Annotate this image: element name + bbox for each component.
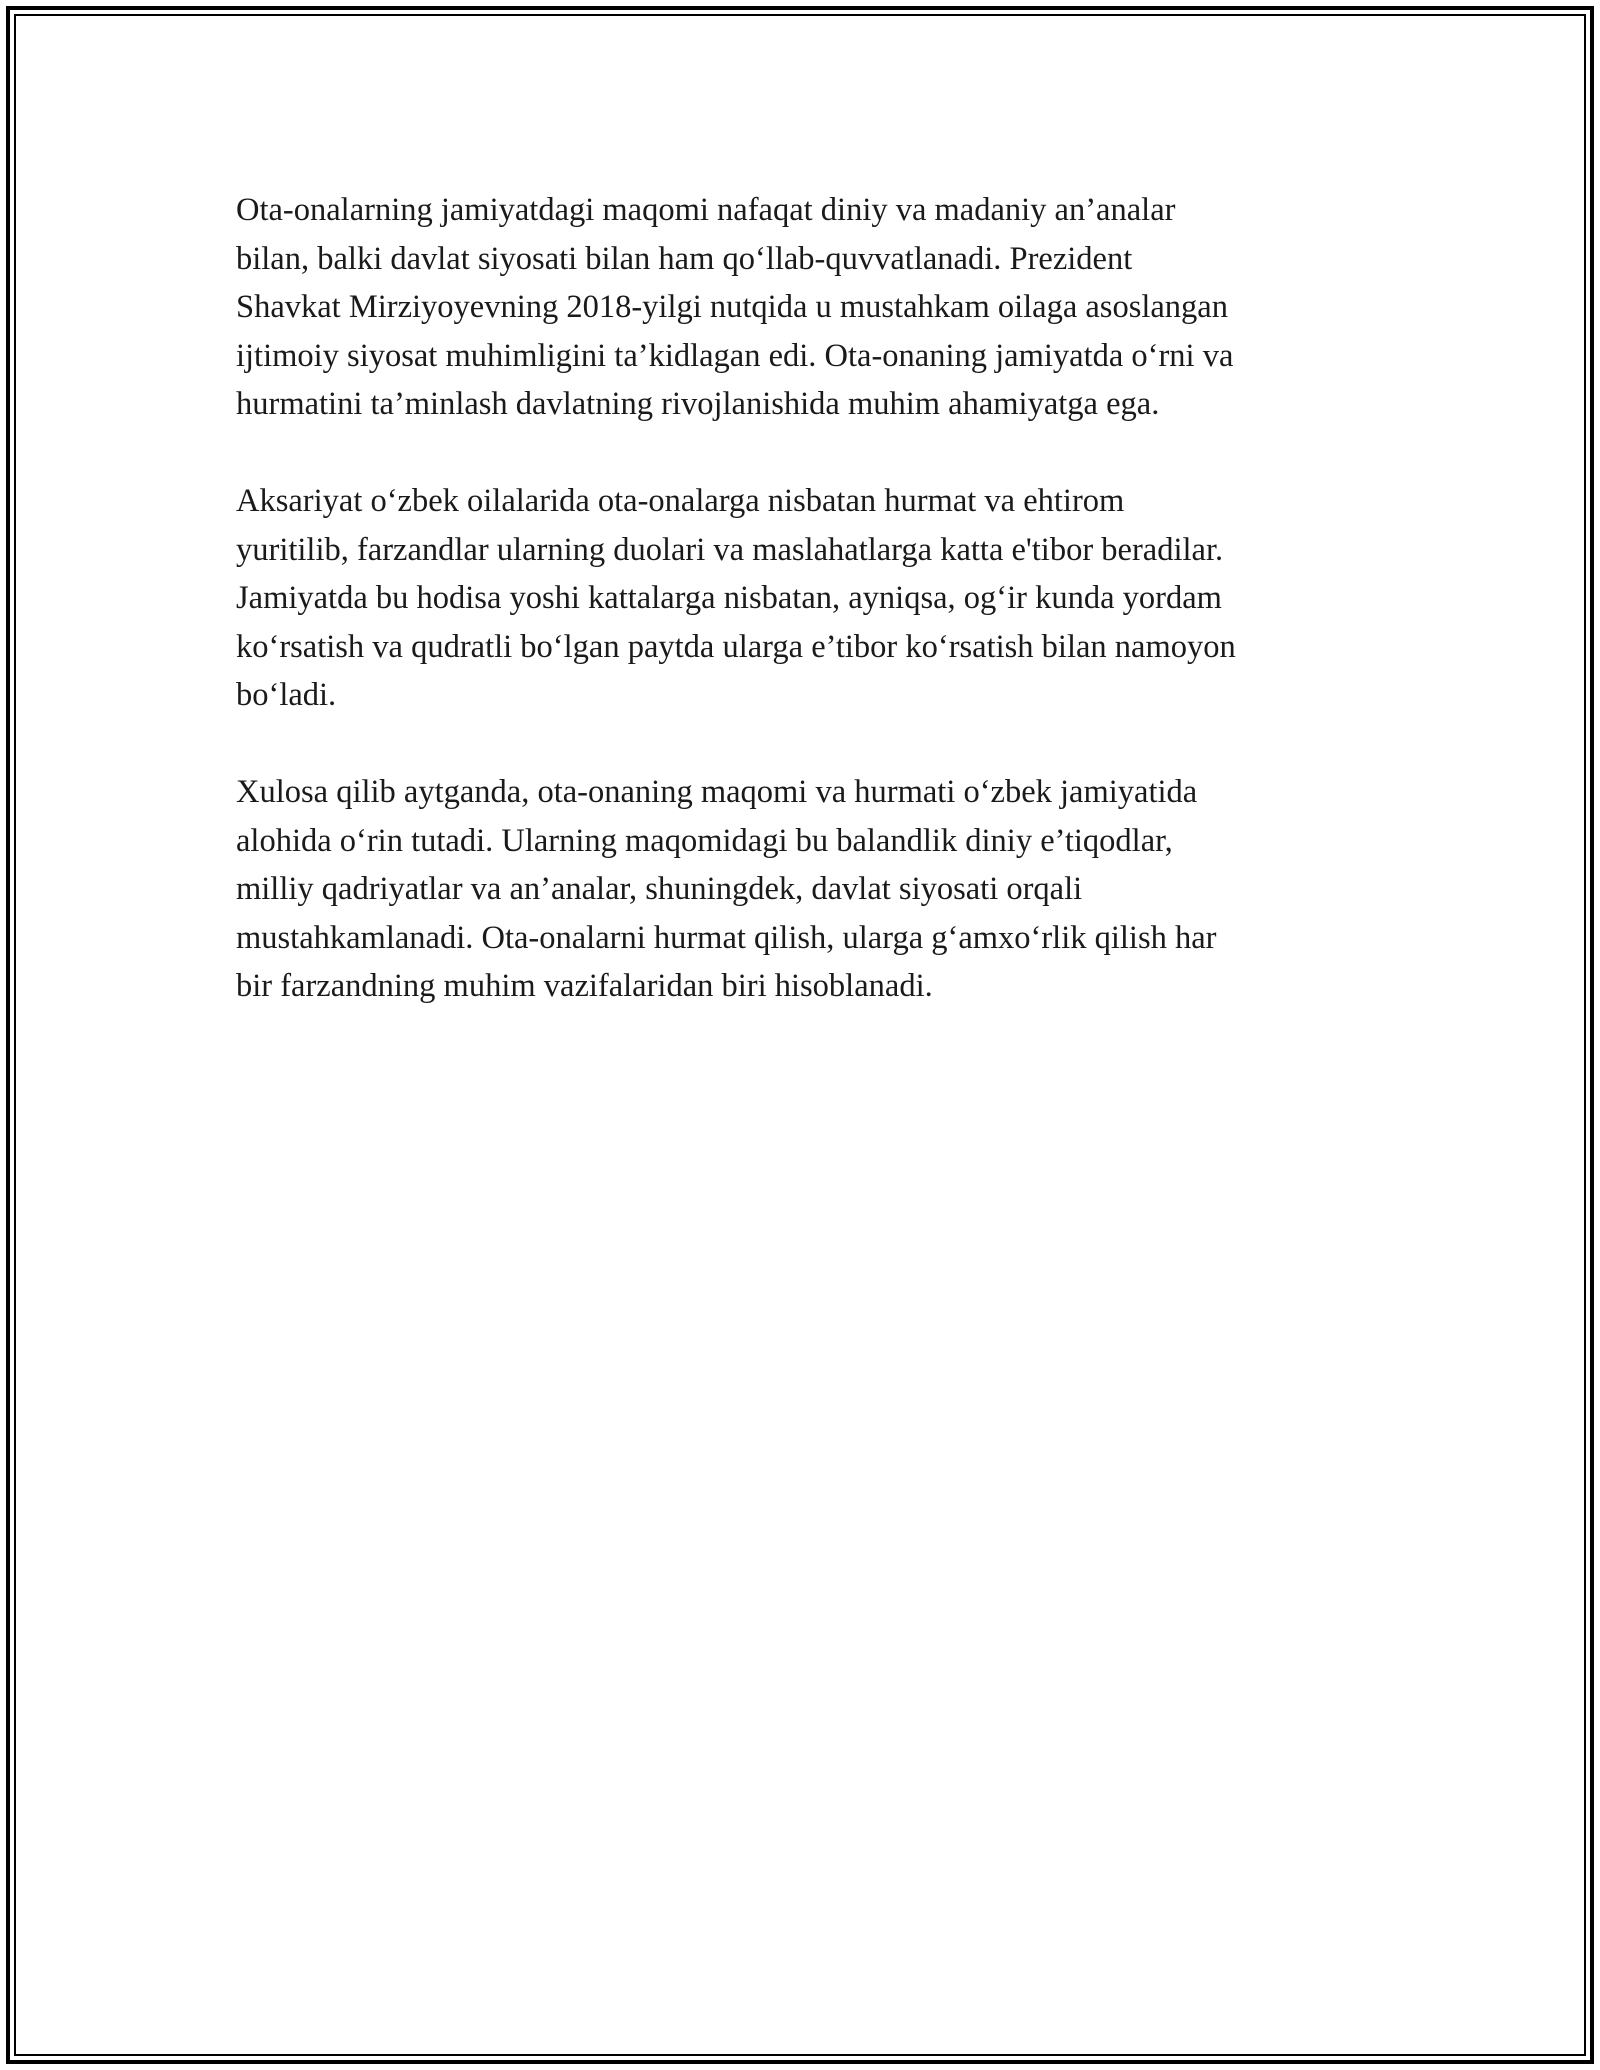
paragraph-2-line-1: Aksariyat oʻzbek oilalarida ota-onalarga nisbatan hurmat va ehtirom [236, 483, 1125, 519]
document-body [236, 186, 1376, 1059]
paragraph-3-line-2: alohida oʻrin tutadi. Ularning maqomidagi bu balandlik diniy e’tiqodlar, [236, 822, 1173, 859]
paragraph-1-line-1: Ota-onalarning jamiyatdagi maqomi nafaqat diniy va madaniy an’analar [236, 192, 1176, 228]
paragraph-2-line-5: boʻladi. [236, 677, 337, 713]
paragraph-3-line-5: bir farzandning muhim vazifalaridan biri hisoblanadi. [236, 968, 933, 1004]
paragraph-2-line-3: Jamiyatda bu hodisa yoshi kattalarga nisbatan, ayniqsa, ogʻir kunda yordam [236, 580, 1222, 616]
paragraph-3-line-1: Xulosa qilib aytganda, ota-onaning maqomi va hurmati oʻzbek jamiyatida [236, 774, 1198, 810]
paragraph-3-line-4: mustahkamlanadi. Ota-onalarni hurmat qilish, ularga gʻamxoʻrlik qilish har [236, 919, 1217, 956]
paragraph-1-line-5: hurmatini ta’minlash davlatning rivojlanishida muhim ahamiyatga ega. [236, 386, 1160, 422]
paragraph-1 [236, 186, 1376, 429]
paragraph-1-line-3: Shavkat Mirziyoyevning 2018-yilgi nutqida u mustahkam oilaga asoslangan [236, 289, 1228, 325]
paragraph-3-line-3: milliy qadriyatlar va an’analar, shuningdek, davlat siyosati orqali [236, 871, 1083, 907]
paragraph-1-line-4: ijtimoiy siyosat muhimligini ta’kidlagan edi. Ota-onaning jamiyatda oʻrni va [236, 337, 1234, 374]
paragraph-1-line-2: bilan, balki davlat siyosati bilan ham qoʻllab-quvvatlanadi. Prezident [236, 240, 1133, 277]
paragraph-2-line-2: yuritilib, farzandlar ularning duolari va maslahatlarga katta e'tibor beradilar. [236, 531, 1224, 568]
paragraph-2 [236, 477, 1376, 720]
paragraph-3 [236, 768, 1376, 1011]
paragraph-2-line-4: koʻrsatish va qudratli boʻlgan paytda ularga e’tibor koʻrsatish bilan namoyon [236, 628, 1236, 665]
